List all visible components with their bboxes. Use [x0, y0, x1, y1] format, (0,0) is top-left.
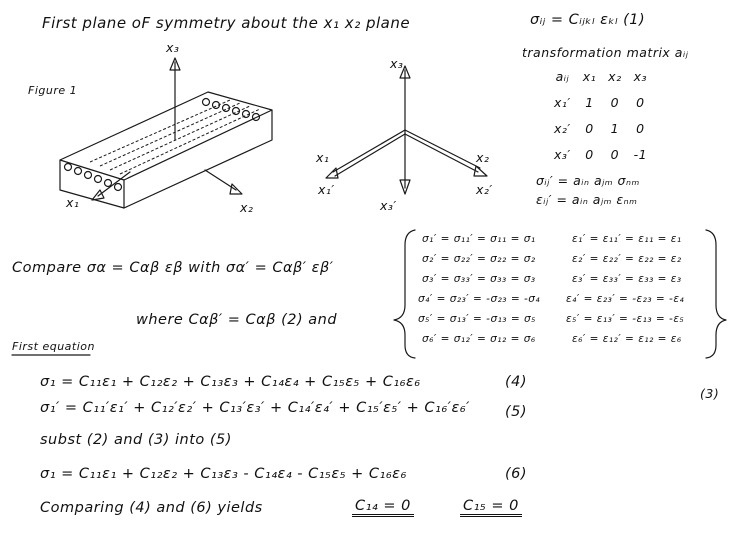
- matrix-cell: 1: [585, 95, 594, 110]
- matrix-header: x₃: [633, 69, 648, 84]
- strain-relation: ε₁′ = ε₁₁′ = ε₁₁ = ε₁: [572, 233, 682, 245]
- matrix-cell: 0: [636, 95, 645, 110]
- equation-6: σ₁ = C₁₁ε₁ + C₁₂ε₂ + C₁₃ε₃ - C₁₄ε₄ - C₁₅ε₅ + C₁₆ε₆: [40, 466, 407, 482]
- equation-4: σ₁ = C₁₁ε₁ + C₁₂ε₂ + C₁₃ε₃ + C₁₄ε₄ + C₁₅ε₅ + C₁₆ε₆: [40, 374, 421, 390]
- figure-label: Figure 1: [28, 84, 78, 97]
- matrix-cell: x₁′: [554, 95, 571, 110]
- matrix-cell: 0: [610, 95, 620, 110]
- stress-relation: σ₆′ = σ₁₂′ = σ₁₂ = σ₆: [422, 333, 536, 345]
- matrix-cell: x₂′: [554, 121, 571, 136]
- comparing-line: Comparing (4) and (6) yields: [40, 500, 263, 516]
- result-c14: C₁₄ = 0: [352, 498, 414, 517]
- axis-label-x1: x₁: [316, 150, 330, 165]
- axis-label-x3: x₃: [166, 40, 180, 55]
- stress-relation: σ₃′ = σ₃₃′ = σ₃₃ = σ₃: [422, 273, 536, 285]
- axis-label-x1-prime: x₁′: [318, 182, 335, 197]
- axis-label-x2-prime: x₂′: [476, 182, 493, 197]
- composite-block-drawing: [60, 58, 272, 208]
- matrix-cell: -1: [633, 147, 648, 162]
- matrix-cell: x₃′: [554, 147, 571, 162]
- equation-5: σ₁′ = C₁₁′ε₁′ + C₁₂′ε₂′ + C₁₃′ε₃′ + C₁₄′ε₄′ + C₁₅′ε₅′ + C₁₆′ε₆′: [40, 400, 470, 416]
- axis-label-x3-prime: x₃′: [380, 198, 397, 213]
- matrix-cell: 1: [610, 121, 620, 136]
- substitution-line: subst (2) and (3) into (5): [40, 432, 232, 448]
- strain-relation: ε₆′ = ε₁₂′ = ε₁₂ = ε₆: [572, 333, 682, 345]
- equation-number-5: (5): [505, 404, 528, 420]
- strain-relation: ε₄′ = ε₂₃′ = -ε₂₃ = -ε₄: [566, 293, 685, 305]
- constitutive-equation: σᵢⱼ = Cᵢⱼₖₗ εₖₗ (1): [530, 12, 646, 28]
- result-c15: C₁₅ = 0: [460, 498, 522, 517]
- strain-relation: ε₅′ = ε₁₃′ = -ε₁₃ = -ε₅: [566, 313, 685, 325]
- matrix-header: x₁: [582, 69, 597, 84]
- strain-relation: ε₃′ = ε₃₃′ = ε₃₃ = ε₃: [572, 273, 682, 285]
- matrix-header-row: [548, 64, 653, 90]
- where-line: where Cαβ′ = Cαβ (2) and: [136, 312, 338, 328]
- fiber-ends-back: [203, 99, 260, 121]
- stress-transform-equation: σᵢⱼ′ = aᵢₙ aⱼₘ σₙₘ: [536, 173, 640, 188]
- strain-relation: ε₂′ = ε₂₂′ = ε₂₂ = ε₂: [572, 253, 682, 265]
- equation-number-4: (4): [505, 374, 528, 390]
- matrix-cell: 0: [585, 121, 594, 136]
- axis-label-x3: x₃: [390, 56, 404, 71]
- stress-relation: σ₅′ = σ₁₃′ = -σ₁₃ = σ₅: [418, 313, 536, 325]
- transformation-label: transformation matrix aᵢⱼ: [522, 45, 689, 60]
- strain-transform-equation: εᵢⱼ′ = aᵢₙ aⱼₘ εₙₘ: [536, 192, 638, 207]
- matrix-header: aᵢⱼ: [555, 69, 570, 84]
- matrix-row: [548, 116, 653, 142]
- matrix-cell: 0: [585, 147, 594, 162]
- coordinate-axes-drawing: [326, 66, 490, 194]
- matrix-cell: 0: [610, 147, 620, 162]
- matrix-row: [548, 142, 653, 168]
- matrix-row: [548, 90, 653, 116]
- first-equation-label: First equation: [12, 340, 95, 353]
- page-title: First plane oF symmetry about the x₁ x₂ plane: [42, 14, 411, 32]
- stress-relation: σ₄′ = σ₂₃′ = -σ₂₃ = -σ₄: [418, 293, 541, 305]
- stress-relation: σ₂′ = σ₂₂′ = σ₂₂ = σ₂: [422, 253, 536, 265]
- transformation-matrix: [548, 64, 653, 168]
- equation-number-3: (3): [700, 386, 720, 401]
- compare-line: Compare σα = Cαβ εβ with σα′ = Cαβ′ εβ′: [12, 260, 334, 276]
- stress-relation: σ₁′ = σ₁₁′ = σ₁₁ = σ₁: [422, 233, 536, 245]
- axis-label-x2: x₂: [240, 200, 254, 215]
- axis-label-x2: x₂: [476, 150, 490, 165]
- axis-label-x1: x₁: [66, 195, 80, 210]
- matrix-header: x₂: [608, 69, 622, 84]
- matrix-cell: 0: [636, 121, 645, 136]
- equation-number-6: (6): [505, 466, 528, 482]
